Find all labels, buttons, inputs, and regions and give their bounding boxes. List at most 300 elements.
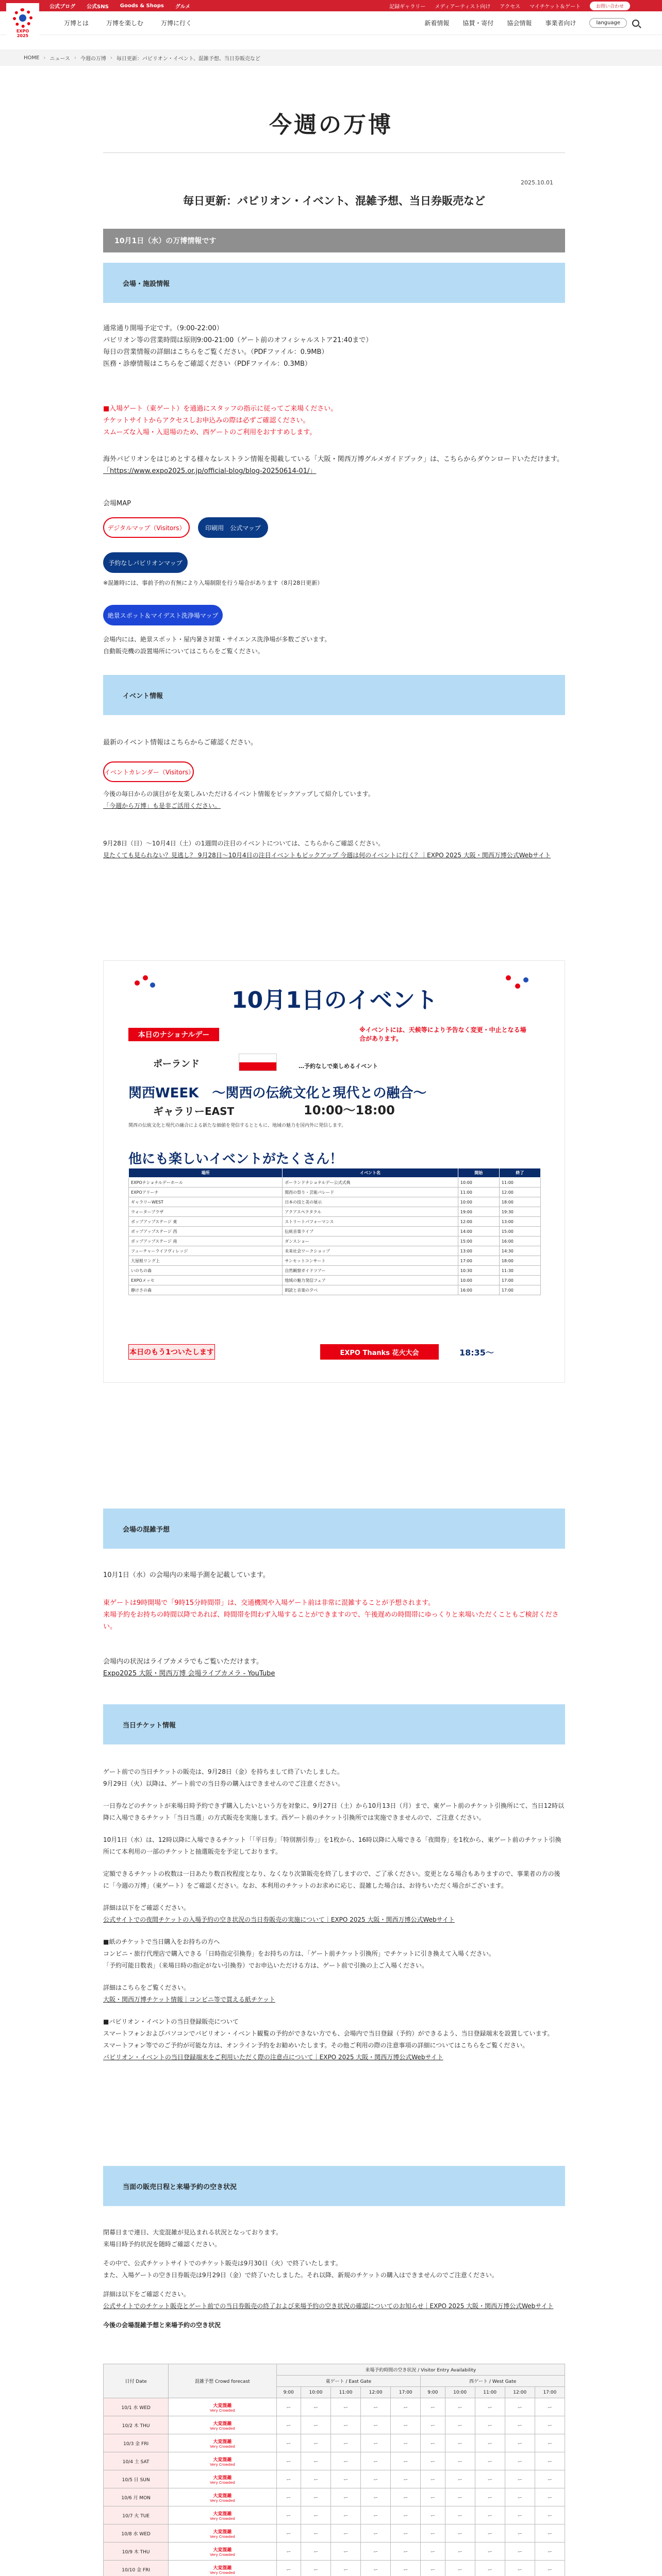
events-table-cell: ギャラリーWEST bbox=[129, 1197, 283, 1207]
events-table-cell: 11:00 bbox=[499, 1178, 540, 1188]
events-col-start: 開始 bbox=[458, 1168, 499, 1178]
avail-slot-cell: ー bbox=[276, 2506, 301, 2524]
crowd-status: 大変混雑 bbox=[213, 2529, 232, 2535]
events-intro: 最新のイベント情報はこちらからご確認ください。 bbox=[103, 739, 258, 747]
poster-title: 10月1日のイベント bbox=[231, 987, 438, 1013]
avail-slot-cell: ー bbox=[505, 2524, 535, 2543]
crowd-status: 大変混雑 bbox=[213, 2439, 232, 2445]
avail-slot-cell: ー bbox=[301, 2452, 330, 2470]
avail-head-east: 東ゲート / East Gate bbox=[276, 2376, 421, 2387]
avail-slot-cell: ー bbox=[445, 2470, 475, 2488]
crowd-status-en: Very Crowded bbox=[210, 2408, 235, 2413]
fireworks-label: EXPO Thanks 花火大会 bbox=[320, 1344, 439, 1360]
avail-slot-cell: ー bbox=[505, 2434, 535, 2452]
events-table-cell: 18:00 bbox=[499, 1197, 540, 1207]
topbar-link-media[interactable]: メディアーティスト向け bbox=[435, 4, 491, 10]
events-table-row bbox=[129, 1236, 541, 1246]
crowd-status: 大変混雑 bbox=[213, 2565, 232, 2571]
avail-slot-cell: ー bbox=[475, 2506, 505, 2524]
avail-crowd-cell bbox=[169, 2434, 276, 2452]
events-table-cell: 18:00 bbox=[499, 1256, 540, 1266]
events-table-cell: 未来社会ワークショップ bbox=[283, 1246, 458, 1256]
avail-date-cell: 10/6 月 MON bbox=[104, 2488, 169, 2506]
avail-slot-cell: ー bbox=[331, 2506, 361, 2524]
top-utility-bar bbox=[0, 0, 662, 11]
breadcrumb-news[interactable]: ニュース bbox=[49, 56, 70, 62]
title-divider bbox=[103, 152, 565, 153]
section-heading-schedule: 当面の販売日程と来場予約の空き状況 bbox=[103, 2166, 565, 2206]
events-table-cell: 12:00 bbox=[499, 1188, 540, 1197]
avail-time-header: 10:00 bbox=[301, 2387, 330, 2398]
avail-slot-cell: ー bbox=[301, 2416, 330, 2434]
avail-slot-cell: ー bbox=[391, 2524, 421, 2543]
events-table-row bbox=[129, 1178, 541, 1188]
expo-logo[interactable] bbox=[6, 3, 39, 43]
avail-crowd-cell bbox=[169, 2398, 276, 2416]
avail-slot-cell: ー bbox=[301, 2506, 330, 2524]
avail-slot-cell: ー bbox=[421, 2470, 445, 2488]
events-table-cell: 15:00 bbox=[458, 1236, 499, 1246]
avail-slot-cell: ー bbox=[505, 2543, 535, 2561]
kansai-week-description: 関西の伝統文化と現代の融合による新たな価値を発信するとともに、地域の魅力を国内外に発信します。 bbox=[128, 1123, 346, 1128]
more-events-heading: 他にも楽しいイベントがたくさん！ bbox=[128, 1151, 343, 1167]
events-table-row bbox=[129, 1188, 541, 1197]
national-day-country: ポーランド bbox=[153, 1059, 200, 1070]
events-table-cell: ダンスショー bbox=[283, 1236, 458, 1246]
ticket-detail-link[interactable]: 公式サイトでの夜間チケットの入場予約の空き状況の当日券販売の実施について｜EXPO 2025 大阪・関西万博公式Webサイト bbox=[103, 1916, 455, 1923]
spots-map-button[interactable]: 絶景スポット＆マイデスト洗浄場マップ bbox=[103, 605, 223, 625]
section-heading-events: イベント情報 bbox=[103, 675, 565, 715]
avail-crowd-cell bbox=[169, 2488, 276, 2506]
spot-note: 会場内には、絶景スポット・屋内暑さ対策・サイエンス洗浄場が多数ございます。 自動販売機の設置場所についてはこちらをご覧ください。 bbox=[103, 636, 331, 655]
crowd-status: 大変混雑 bbox=[213, 2547, 232, 2553]
events-table-cell: 14:30 bbox=[499, 1246, 540, 1256]
avail-slot-cell: ー bbox=[445, 2452, 475, 2470]
live-camera-text: 会場内の状況はライブカメラでもご覧いただけます。 Expo2025 大阪・関西万博 会場ライブカメラ - YouTube bbox=[103, 1656, 565, 1680]
topbar-link-access[interactable]: アクセス bbox=[500, 4, 521, 10]
print-map-button[interactable]: 印刷用 公式マップ bbox=[198, 517, 268, 538]
crowd-status-en: Very Crowded bbox=[210, 2570, 235, 2575]
avail-time-header: 10:00 bbox=[445, 2387, 475, 2398]
breadcrumb-weekly[interactable]: 今週の万博 bbox=[80, 56, 106, 62]
paper-ticket-link[interactable]: 大阪・関西万博チケット情報｜コンビニ等で買える紙チケット bbox=[103, 1996, 275, 2003]
events-table-cell: 19:00 bbox=[458, 1207, 499, 1217]
avail-slot-cell: ー bbox=[301, 2488, 330, 2506]
avail-slot-cell: ー bbox=[421, 2434, 445, 2452]
avail-slot-cell: ー bbox=[331, 2434, 361, 2452]
topbar-link-gallery[interactable]: 記録ギャラリー bbox=[389, 4, 426, 10]
crowd-date: 10月1日（水）の会場内の来場予測を記載しています。 bbox=[103, 1571, 270, 1579]
avail-crowd-cell bbox=[169, 2561, 276, 2576]
today-banner: 10月1日（水）の万博情報です bbox=[103, 229, 565, 252]
events-table bbox=[128, 1168, 541, 1295]
avail-col-crowd: 混雑予想 Crowd forecast bbox=[169, 2364, 276, 2398]
hours-text: 通常通り開場予定です。（9:00-22:00） パビリオン等の営業時間は原則9:00-21:00（ゲート前のオフィシャルストア21:40まで） 毎日の営業情報の詳細はこちらをご覧ください。（PDFファイル：0.9MB） 医務・診療情報はこちらをご確認ください（PDFファイル：0.3MB） bbox=[103, 325, 373, 368]
barrier-free-map-button[interactable]: 予約なしパビリオンマップ bbox=[103, 552, 188, 573]
avail-slot-cell: ー bbox=[276, 2398, 301, 2416]
avail-slot-cell: ー bbox=[505, 2561, 535, 2576]
events-table-cell: 大屋根リング上 bbox=[129, 1256, 283, 1266]
gourmet-guide-text: 海外パビリオンをはじめとする様々なレストラン情報を掲載している「大阪・関西万博グルメガイドブック」は、こちらからダウンロードいただけます。 「https://www.expo2025.or.jp/official-blog/blog-20250614-01/」 bbox=[103, 453, 565, 477]
avail-slot-cell: ー bbox=[505, 2452, 535, 2470]
events-table-cell: 自然観察ガイドツアー bbox=[283, 1266, 458, 1276]
avail-slot-cell: ー bbox=[331, 2561, 361, 2576]
digital-map-button[interactable]: デジタルマップ（Visitors） bbox=[103, 517, 190, 538]
avail-slot-cell: ー bbox=[445, 2524, 475, 2543]
nav-visit[interactable]: 万博に行く bbox=[161, 20, 192, 27]
avail-slot-cell: ー bbox=[475, 2398, 505, 2416]
events-table-row bbox=[129, 1227, 541, 1236]
avail-row bbox=[104, 2506, 565, 2524]
avail-row bbox=[104, 2524, 565, 2543]
avail-slot-cell: ー bbox=[505, 2398, 535, 2416]
events-table-cell: 10:00 bbox=[458, 1197, 499, 1207]
crowd-status-en: Very Crowded bbox=[210, 2462, 235, 2467]
avail-time-header: 12:00 bbox=[505, 2387, 535, 2398]
events-table-cell: 19:30 bbox=[499, 1207, 540, 1217]
events-highlight-link[interactable]: 見たくても見られない？見逃し？ 9月28日～10月4日の注目イベントもピックアップ 今週は何のイベントに行く？｜EXPO 2025 大阪・関西万博公式Webサイト bbox=[103, 852, 551, 859]
bonus-event-label: 本日のもう1ついたします bbox=[128, 1344, 215, 1360]
avail-date-cell: 10/10 金 FRI bbox=[104, 2561, 169, 2576]
avail-slot-cell: ー bbox=[391, 2543, 421, 2561]
post-date: 2025.10.01 bbox=[521, 179, 553, 186]
breadcrumb-home[interactable]: HOME bbox=[24, 55, 40, 61]
events-table-cell: 関西の祭り・芸能パレード bbox=[283, 1188, 458, 1197]
topbar-link-blog[interactable]: 公式ブログ bbox=[49, 4, 75, 10]
events-table-cell: いのちの森 bbox=[129, 1266, 283, 1276]
event-calendar-button[interactable]: イベントカレンダー（Visitors） bbox=[103, 761, 194, 782]
avail-slot-cell: ー bbox=[301, 2470, 330, 2488]
avail-slot-cell: ー bbox=[535, 2398, 565, 2416]
crowd-status-en: Very Crowded bbox=[210, 2516, 235, 2521]
avail-slot-cell: ー bbox=[475, 2561, 505, 2576]
events-table-cell: ポップアップステージ 西 bbox=[129, 1227, 283, 1236]
main-navigation bbox=[0, 11, 662, 35]
poland-flag-icon bbox=[239, 1054, 277, 1071]
avail-slot-cell: ー bbox=[475, 2452, 505, 2470]
avail-slot-cell: ー bbox=[535, 2452, 565, 2470]
avail-time-header: 9:00 bbox=[421, 2387, 445, 2398]
avail-row bbox=[104, 2416, 565, 2434]
avail-slot-cell: ー bbox=[475, 2470, 505, 2488]
topbar-link-myticket[interactable]: マイチケット＆ゲート bbox=[529, 4, 581, 10]
avail-col-date: 日付 Date bbox=[104, 2364, 169, 2398]
avail-slot-cell: ー bbox=[391, 2470, 421, 2488]
avail-slot-cell: ー bbox=[445, 2543, 475, 2561]
section-heading-ticket: 当日チケット情報 bbox=[103, 1704, 565, 1744]
avail-slot-cell: ー bbox=[391, 2561, 421, 2576]
avail-slot-cell: ー bbox=[276, 2543, 301, 2561]
events-table-cell: 地域の魅力発信フェア bbox=[283, 1276, 458, 1285]
events-table-cell: 17:00 bbox=[499, 1285, 540, 1295]
nav-enjoy[interactable]: 万博を楽しむ bbox=[106, 20, 144, 27]
contact-button[interactable]: お問い合わせ bbox=[590, 2, 630, 10]
logo-text: EXPO 2025 bbox=[16, 28, 29, 38]
avail-slot-cell: ー bbox=[361, 2506, 391, 2524]
events-table-row bbox=[129, 1246, 541, 1256]
section-heading-hours: 会場・施設情報 bbox=[103, 263, 565, 303]
events-table-cell: フューチャーライフヴィレッジ bbox=[129, 1246, 283, 1256]
avail-slot-cell: ー bbox=[361, 2488, 391, 2506]
avail-date-cell: 10/8 水 WED bbox=[104, 2524, 169, 2543]
events-table-cell: アクアスペクタクル bbox=[283, 1207, 458, 1217]
avail-slot-cell: ー bbox=[505, 2416, 535, 2434]
avail-slot-cell: ー bbox=[421, 2561, 445, 2576]
section-heading-crowd: 会場の混雑予想 bbox=[103, 1509, 565, 1549]
crowd-status-en: Very Crowded bbox=[210, 2444, 235, 2449]
avail-row bbox=[104, 2452, 565, 2470]
avail-date-cell: 10/1 水 WED bbox=[104, 2398, 169, 2416]
avail-time-header: 12:00 bbox=[361, 2387, 391, 2398]
nav-business[interactable]: 事業者向け bbox=[545, 20, 576, 27]
terminal-note-link[interactable]: パビリオン・イベントの当日登録端末をご利用いただく際の注意点について｜EXPO 2025 大阪・関西万博公式Webサイト bbox=[103, 2054, 443, 2061]
avail-slot-cell: ー bbox=[276, 2470, 301, 2488]
avail-crowd-cell bbox=[169, 2543, 276, 2561]
avail-slot-cell: ー bbox=[421, 2398, 445, 2416]
avail-slot-cell: ー bbox=[331, 2398, 361, 2416]
crowd-status: 大変混雑 bbox=[213, 2421, 232, 2427]
fireworks-time: 18:35～ bbox=[459, 1348, 494, 1358]
avail-slot-cell: ー bbox=[276, 2452, 301, 2470]
avail-time-header: 11:00 bbox=[475, 2387, 505, 2398]
events-table-cell: ポップアップステージ 東 bbox=[129, 1217, 283, 1227]
avail-slot-cell: ー bbox=[361, 2470, 391, 2488]
avail-date-cell: 10/9 木 THU bbox=[104, 2543, 169, 2561]
avail-slot-cell: ー bbox=[421, 2488, 445, 2506]
events-col-place: 場所 bbox=[129, 1168, 283, 1178]
crowd-status-en: Very Crowded bbox=[210, 2498, 235, 2503]
events-table-row bbox=[129, 1285, 541, 1295]
events-col-end: 終了 bbox=[499, 1168, 540, 1178]
avail-slot-cell: ー bbox=[361, 2524, 391, 2543]
avail-date-cell: 10/3 金 FRI bbox=[104, 2434, 169, 2452]
schedule-detail-link[interactable]: 公式サイトでのチケット販売とゲート前での当日券販売の終了および来場予約の空き状況の確認についてのお知らせ｜EXPO 2025 大阪・関西万博公式Webサイト bbox=[103, 2302, 554, 2310]
events-col-name: イベント名 bbox=[283, 1168, 458, 1178]
events-table-cell: EXPOアリーナ bbox=[129, 1188, 283, 1197]
avail-date-cell: 10/2 木 THU bbox=[104, 2416, 169, 2434]
avail-date-cell: 10/5 日 SUN bbox=[104, 2470, 169, 2488]
events-table-cell: EXPOナショナルデーホール bbox=[129, 1178, 283, 1188]
events-table-cell: 朗読と音楽の夕べ bbox=[283, 1285, 458, 1295]
avail-slot-cell: ー bbox=[361, 2416, 391, 2434]
avail-slot-cell: ー bbox=[505, 2470, 535, 2488]
avail-slot-cell: ー bbox=[421, 2416, 445, 2434]
events-table-cell: 13:00 bbox=[499, 1217, 540, 1227]
avail-slot-cell: ー bbox=[276, 2524, 301, 2543]
avail-slot-cell: ー bbox=[421, 2543, 445, 2561]
avail-row bbox=[104, 2488, 565, 2506]
avail-crowd-cell bbox=[169, 2524, 276, 2543]
crowd-warning: 東ゲートは9時開場で「9時15分時間帯」は、交通機関や入場ゲート前は非常に混雑することが予想されます。 来場予約をお持ちの時間以降であれば、時間帯を問わず入場することができますので、午後遅めの時間帯にゆっくりと来場いただくこともご検討ください。 bbox=[103, 1599, 559, 1631]
events-table-cell: 15:00 bbox=[499, 1227, 540, 1236]
avail-slot-cell: ー bbox=[475, 2434, 505, 2452]
events-table-cell: 14:00 bbox=[458, 1227, 499, 1236]
avail-slot-cell: ー bbox=[535, 2434, 565, 2452]
events-table-cell: ウォータープラザ bbox=[129, 1207, 283, 1217]
events-table-cell: 17:00 bbox=[499, 1276, 540, 1285]
events-table-cell: 16:00 bbox=[458, 1285, 499, 1295]
avail-slot-cell: ー bbox=[535, 2524, 565, 2543]
avail-slot-cell: ー bbox=[505, 2488, 535, 2506]
events-table-cell: 10:30 bbox=[458, 1266, 499, 1276]
live-camera-link[interactable]: Expo2025 大阪・関西万博 会場ライブカメラ - YouTube bbox=[103, 1670, 275, 1677]
events-table-cell: ポップアップステージ 南 bbox=[129, 1236, 283, 1246]
topbar-link-sns[interactable]: 公式SNS bbox=[87, 4, 109, 10]
crowd-status: 大変混雑 bbox=[213, 2403, 232, 2409]
events-table-cell: ポーランドナショナルデー公式式典 bbox=[283, 1178, 458, 1188]
avail-slot-cell: ー bbox=[445, 2434, 475, 2452]
avail-slot-cell: ー bbox=[535, 2561, 565, 2576]
map-heading: 会場MAP bbox=[103, 500, 131, 507]
avail-time-header: 17:00 bbox=[391, 2387, 421, 2398]
events-table-cell: 12:00 bbox=[458, 1217, 499, 1227]
events-table-cell: 17:00 bbox=[458, 1256, 499, 1266]
nav-news[interactable]: 新着情報 bbox=[424, 20, 450, 27]
kansai-week-time: 10:00～18:00 bbox=[304, 1103, 395, 1117]
avail-slot-cell: ー bbox=[276, 2561, 301, 2576]
ticket-text: ゲート前での当日チケットの販売は、9月28日（金）を持ちまして終了いたしました。 9月29日（火）以降は、ゲート前での当日券の購入はできませんのでご注意ください。 一日券などのチケットが来場日時予約できず購入したいという方を対象に、9月27日（土）から10月13日（月）まで、東ゲート前のチケット引換所にて、当日12時以降に入場できるチケット「当日当選」の方式販売を実施します。西ゲート前のチケット引換所では実施できませんので、ご注意ください。 10月1日（水）は、12時以降に入場できるチケット「「平日券」「特別割引券」」を1枚から、16時以降に入場できる「夜間券」を1枚から、東ゲート前のチケット引換所にて本利用の一部のチケットと抽選販売を予定しております。 定額できるチケットの枚数は一日あたり数百枚程度となり、なくなり次第販売を終了しますので、ご了承ください。変更となる場合もありますので、事業者の方の後に「今週の万博」（東ゲート）をご確認ください。なお、本利用のチケットのお求めに応じ、混雑した場合は、お待ちいただく場合がございます。 詳細は以下をご確認ください。 公式サイトでの夜間チケットの入場予約の空き状況の当日券販売の実施について｜EXPO 2025 大阪・関西万博公式Webサイト ■紙のチケットで当日購入をお持ちの方へ コンビニ・旅行代理店で購入できる「日時指定引換券」をお持ちの方は、「ゲート前チケット引換所」でチケットに引き換えて入場ください。 「予約可能日数表」（来場日時の指定がない引換券）でお申込いただける方は、ゲート前で引換の上ご入場ください。 詳細はこちらをご覧ください。 大阪・関西万博チケット情報｜コンビニ等で買える紙チケット ■パビリオン・イベントの当日登録販売について スマートフォンおよびパソコンでパビリオン・イベント観覧の予約ができない方でも、会場内で当日登録（予約）ができるよう、当日登録端末を設置しています。 スマートフォン等でのご予約が可能な方は、オンライン予約をお勧めいたします。その他ご利用の際の注意事項の詳細についてはこちらをご覧ください。 パビリオン・イベントの当日登録端末をご利用いただく際の注意点について｜EXPO 2025 大阪・関西万博公式Webサイト bbox=[103, 1766, 565, 2063]
no-reservation-legend: …予約なしで楽しめるイベント bbox=[299, 1063, 378, 1070]
avail-slot-cell: ー bbox=[331, 2543, 361, 2561]
crowd-status-en: Very Crowded bbox=[210, 2480, 235, 2485]
avail-slot-cell: ー bbox=[361, 2543, 391, 2561]
crowd-status: 大変混雑 bbox=[213, 2511, 232, 2517]
map-note: ※混雑時には、事前予約の有無により入場制限を行う場合があります（8月28日更新） bbox=[103, 580, 323, 586]
avail-crowd-cell bbox=[169, 2506, 276, 2524]
today-events-poster bbox=[103, 960, 565, 1383]
topbar-link-gourmet[interactable]: グルメ bbox=[175, 4, 191, 10]
page-subtitle: 毎日更新：パビリオン・イベント、混雑予想、当日券販売など bbox=[183, 195, 485, 207]
myaku-myaku-logo-icon bbox=[13, 8, 32, 28]
avail-row bbox=[104, 2434, 565, 2452]
avail-time-header: 9:00 bbox=[276, 2387, 301, 2398]
avail-time-header: 11:00 bbox=[331, 2387, 361, 2398]
avail-row bbox=[104, 2543, 565, 2561]
nav-association[interactable]: 協会情報 bbox=[507, 20, 532, 27]
avail-slot-cell: ー bbox=[391, 2416, 421, 2434]
avail-slot-cell: ー bbox=[276, 2488, 301, 2506]
events-text: 今後の毎日からの演目がを友楽しみいただけるイベント情報をピックアップして紹介しています。 「今週から万博」も是非ご活用ください。 bbox=[103, 790, 374, 809]
events-table-row bbox=[129, 1266, 541, 1276]
avail-slot-cell: ー bbox=[301, 2561, 330, 2576]
events-table-cell: EXPOメッセ bbox=[129, 1276, 283, 1285]
events-table-row bbox=[129, 1276, 541, 1285]
events-table-row bbox=[129, 1217, 541, 1227]
avail-date-cell: 10/7 火 TUE bbox=[104, 2506, 169, 2524]
avail-slot-cell: ー bbox=[535, 2488, 565, 2506]
avail-slot-cell: ー bbox=[361, 2452, 391, 2470]
search-icon[interactable] bbox=[632, 20, 639, 27]
avail-slot-cell: ー bbox=[445, 2561, 475, 2576]
events-table-cell: 10:00 bbox=[458, 1276, 499, 1285]
avail-slot-cell: ー bbox=[361, 2398, 391, 2416]
breadcrumb: HOME › ニュース › 今週の万博 › 毎日更新：パビリオン・イベント、混雑予想、当日券販売など bbox=[0, 49, 662, 66]
events-table-cell: 10:00 bbox=[458, 1178, 499, 1188]
avail-slot-cell: ー bbox=[301, 2398, 330, 2416]
crowd-status-en: Very Crowded bbox=[210, 2534, 235, 2539]
crowd-status: 大変混雑 bbox=[213, 2493, 232, 2499]
avail-time-header: 17:00 bbox=[535, 2387, 565, 2398]
national-day-label: 本日のナショナルデー bbox=[128, 1028, 219, 1041]
topbar-link-goods[interactable]: Goods & Shops bbox=[120, 3, 164, 9]
avail-crowd-cell bbox=[169, 2452, 276, 2470]
events-table-cell: 伝統音楽ライブ bbox=[283, 1227, 458, 1236]
events-table-cell: 静けさの森 bbox=[129, 1285, 283, 1295]
kansai-week-title: 関西WEEK ～関西の伝統文化と現代との融合～ bbox=[128, 1086, 427, 1101]
avail-slot-cell: ー bbox=[421, 2524, 445, 2543]
avail-crowd-cell bbox=[169, 2416, 276, 2434]
crowd-status: 大変混雑 bbox=[213, 2475, 232, 2481]
avail-slot-cell: ー bbox=[391, 2506, 421, 2524]
avail-slot-cell: ー bbox=[331, 2470, 361, 2488]
events-highlight: 9月28日（日）～10月4日（土）の1週間の注目のイベントについては、こちらからご確認ください。 見たくても見られない？見逃し？ 9月28日～10月4日の注目イベントもピックアップ 今週は何のイベントに行く？｜EXPO 2025 大阪・関西万博公式Webサイト bbox=[103, 838, 565, 861]
avail-slot-cell: ー bbox=[421, 2452, 445, 2470]
language-selector[interactable]: language bbox=[589, 18, 627, 28]
nav-sponsor[interactable]: 協賛・寄付 bbox=[462, 20, 494, 27]
avail-slot-cell: ー bbox=[475, 2524, 505, 2543]
avail-slot-cell: ー bbox=[535, 2416, 565, 2434]
availability-table bbox=[103, 2364, 565, 2576]
avail-slot-cell: ー bbox=[445, 2398, 475, 2416]
avail-slot-cell: ー bbox=[331, 2452, 361, 2470]
page-title: 今週の万博 bbox=[269, 112, 393, 138]
avail-slot-cell: ー bbox=[445, 2488, 475, 2506]
schedule-text: 閉幕日まで連日、大変混雑が見込まれる状況となっております。 来場日時予約状況を随時ご確認ください。 その中で、公式チケットサイトでのチケット販売は9月30日（火）で終了いたします。 また、入場ゲートの空き日券販売は9月29日（金）で終了いたしました。それ以降、新規のチケットの購入はできませんのでご注意ください。 詳細は以下をご確認ください。 公式サイトでのチケット販売とゲート前での当日券販売の終了および来場予約の空き状況の確認についてのお知らせ｜EXPO 2025 大阪・関西万博公式Webサイト 今後の会場混雑予想と来場予約の空き状況 bbox=[103, 2227, 565, 2331]
events-table-cell: 11:30 bbox=[499, 1266, 540, 1276]
avail-slot-cell: ー bbox=[331, 2524, 361, 2543]
avail-slot-cell: ー bbox=[361, 2561, 391, 2576]
hours-warning: ■入場ゲート（東ゲート）を通過にスタッフの指示に従ってご来場ください。 チケットサイトからアクセスしお申込みの際は必ずご確認ください。 スムーズな入場・入退場のため、西ゲートのご利用をおすすめします。 bbox=[103, 405, 338, 436]
avail-slot-cell: ー bbox=[276, 2434, 301, 2452]
avail-crowd-cell bbox=[169, 2470, 276, 2488]
events-table-cell: 16:00 bbox=[499, 1236, 540, 1246]
avail-row bbox=[104, 2398, 565, 2416]
avail-slot-cell: ー bbox=[421, 2506, 445, 2524]
avail-slot-cell: ー bbox=[445, 2506, 475, 2524]
avail-slot-cell: ー bbox=[331, 2488, 361, 2506]
avail-slot-cell: ー bbox=[535, 2470, 565, 2488]
avail-head-main: 来場予約時間の空き状況 / Visitor Entry Availability bbox=[276, 2364, 565, 2376]
avail-date-cell: 10/4 土 SAT bbox=[104, 2452, 169, 2470]
events-table-cell: 日本の技と美の展示 bbox=[283, 1197, 458, 1207]
avail-slot-cell: ー bbox=[391, 2434, 421, 2452]
avail-slot-cell: ー bbox=[361, 2434, 391, 2452]
crowd-status-en: Very Crowded bbox=[210, 2426, 235, 2431]
nav-about[interactable]: 万博とは bbox=[64, 20, 89, 27]
avail-slot-cell: ー bbox=[276, 2416, 301, 2434]
avail-slot-cell: ー bbox=[475, 2416, 505, 2434]
avail-slot-cell: ー bbox=[301, 2434, 330, 2452]
poster-note: ※イベントには、天候等により予告なく変更・中止となる場合があります。 bbox=[359, 1026, 526, 1042]
avail-slot-cell: ー bbox=[535, 2543, 565, 2561]
gourmet-guide-link[interactable]: 「https://www.expo2025.or.jp/official-blog/blog-20250614-01/」 bbox=[103, 467, 317, 475]
crowd-status-en: Very Crowded bbox=[210, 2552, 235, 2557]
breadcrumb-current: 毎日更新：パビリオン・イベント、混雑予想、当日券販売など bbox=[116, 56, 260, 62]
avail-slot-cell: ー bbox=[391, 2398, 421, 2416]
events-table-cell: 13:00 bbox=[458, 1246, 499, 1256]
avail-slot-cell: ー bbox=[445, 2416, 475, 2434]
events-table-cell: 11:00 bbox=[458, 1188, 499, 1197]
avail-slot-cell: ー bbox=[505, 2506, 535, 2524]
avail-row bbox=[104, 2561, 565, 2576]
events-table-row bbox=[129, 1207, 541, 1217]
crowd-status: 大変混雑 bbox=[213, 2457, 232, 2463]
avail-slot-cell: ー bbox=[301, 2524, 330, 2543]
avail-slot-cell: ー bbox=[331, 2416, 361, 2434]
events-table-row bbox=[129, 1256, 541, 1266]
events-table-cell: サンセットコンサート bbox=[283, 1256, 458, 1266]
events-table-row bbox=[129, 1197, 541, 1207]
